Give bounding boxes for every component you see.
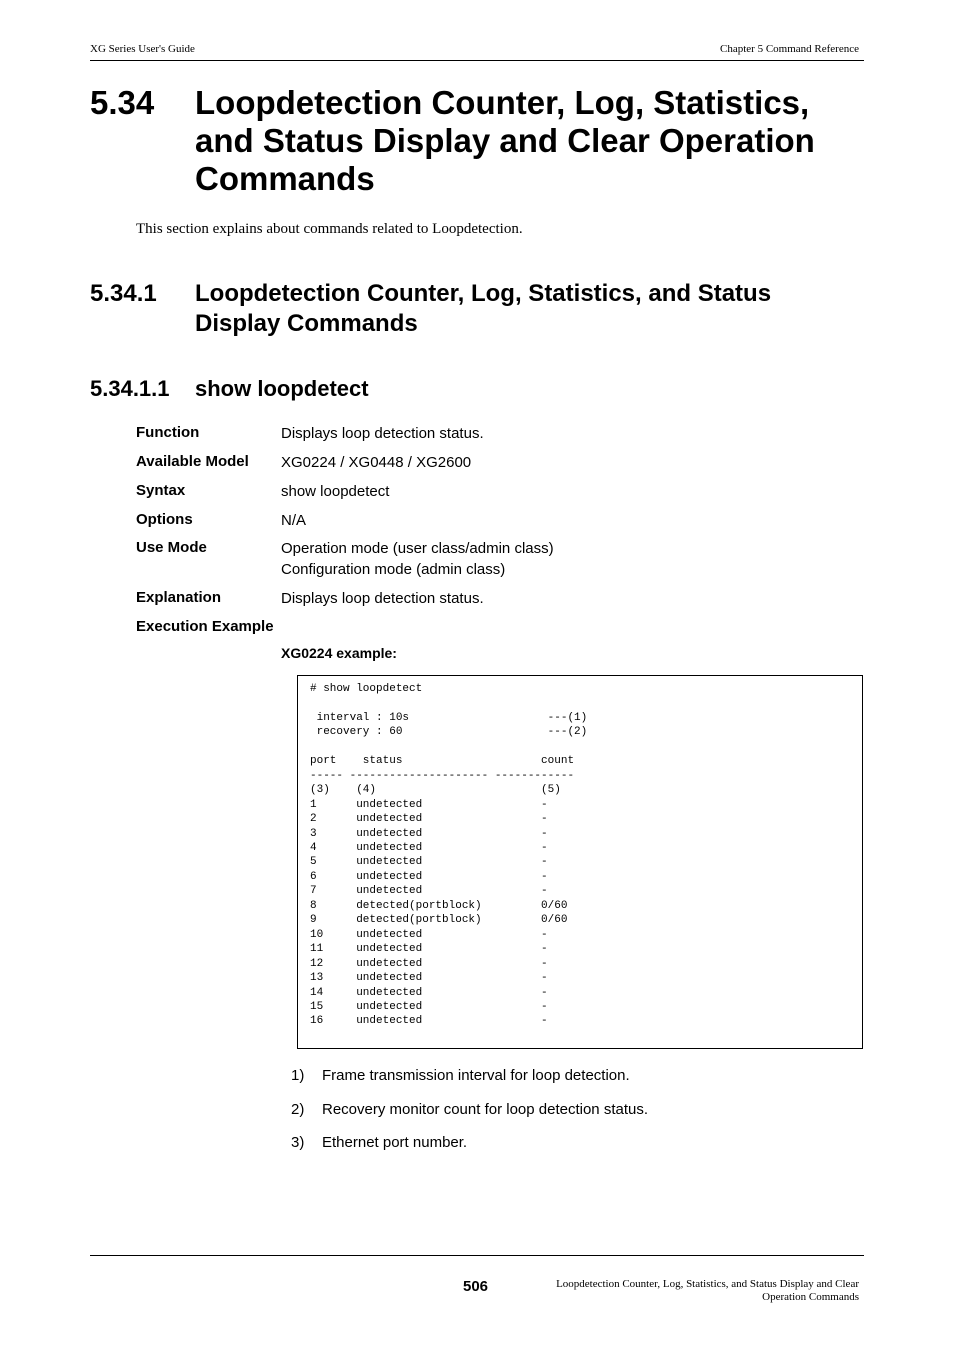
note-text: Frame transmission interval for loop detection.: [322, 1067, 630, 1084]
running-footer-title: [519, 1278, 859, 1304]
function-value: Displays loop detection status.: [281, 425, 484, 442]
note-text: Recovery monitor count for loop detection status.: [322, 1101, 649, 1118]
execution-example-label: Execution Example: [136, 618, 274, 635]
section-number: 5.34: [90, 84, 155, 121]
note-number: 3): [291, 1134, 305, 1151]
use-mode-value: Operation mode (user class/admin class): [281, 540, 554, 557]
subsubsection-title: show loopdetect: [195, 376, 369, 401]
available-model-label: Available Model: [136, 453, 249, 470]
note-text: Ethernet port number.: [322, 1134, 468, 1151]
syntax-value: show loopdetect: [281, 483, 390, 500]
section-title: Loopdetection Counter, Log, Statistics, and Status Display and Clear Operation Commands: [195, 84, 815, 197]
explanation-label: Explanation: [136, 589, 222, 606]
note-number: 2): [291, 1101, 305, 1118]
available-model-value: XG0224 / XG0448 / XG2600: [281, 454, 472, 471]
subsection-number: 5.34.1: [90, 280, 157, 307]
example-caption: XG0224 example:: [281, 645, 397, 661]
options-value: N/A: [281, 512, 307, 529]
subsubsection-number: 5.34.1.1: [90, 376, 170, 401]
subsection-title: Loopdetection Counter, Log, Statistics, and Status Display Commands: [195, 280, 772, 337]
page-number: 506: [463, 1278, 489, 1295]
code-example-box: [297, 675, 863, 1049]
running-header-chapter: Chapter 5 Command Reference: [720, 43, 859, 55]
explanation-value: Displays loop detection status.: [281, 590, 484, 607]
use-mode-value-line2: Configuration mode (admin class): [281, 561, 506, 578]
code-example: # show loopdetect interval : 10s ---(1) recovery : 60 ---(2) port status count ----- --------------------- ------------ (3) (4) (5) 1 undetected - 2 undetected - 3 undetected - 4 undetected - 5 undetected - 6 undetected - 7 undetected - 8 detected(portblock) 0/60 9 detected(portblock) 0/60 10 undetected - 11 undetected - 12 undetected - 13 undetected - 14 undetected - 15 undetected - 16 undetected -: [310, 683, 588, 1028]
running-header-title: XG Series User's Guide: [90, 43, 195, 55]
header-rule: [90, 60, 864, 61]
note-number: 1): [291, 1067, 305, 1084]
syntax-label: Syntax: [136, 482, 186, 499]
options-label: Options: [136, 511, 193, 528]
running-footer-line1: Loopdetection Counter, Log, Statistics, and Status Display and Clear: [556, 1278, 859, 1290]
section-intro: This section explains about commands related to Loopdetection.: [136, 221, 523, 237]
footer-rule: [90, 1255, 864, 1256]
running-footer-line2: Operation Commands: [762, 1291, 859, 1303]
use-mode-label: Use Mode: [136, 539, 207, 556]
function-label: Function: [136, 424, 200, 441]
